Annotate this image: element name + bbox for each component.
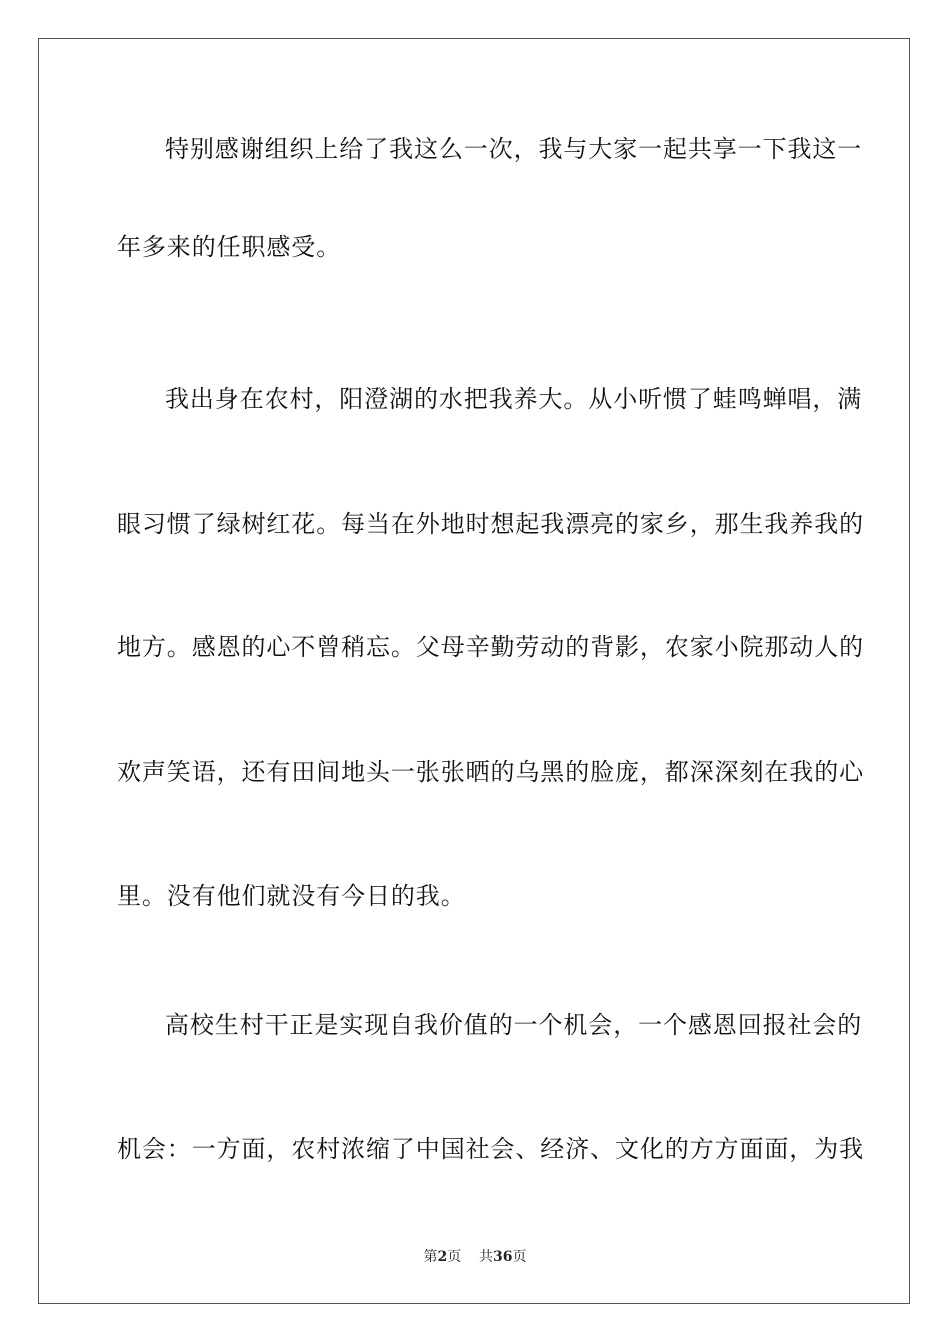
total-pages: 36 <box>493 1249 513 1265</box>
paragraph-2-line-1: 我出身在农村，阳澄湖的水把我养大。从小听惯了蛙鸣蝉唱，满 <box>165 385 863 413</box>
paragraph-3-line-2: 机会：一方面，农村浓缩了中国社会、经济、文化的方方面面，为我 <box>117 1135 864 1163</box>
paragraph-2-line-2: 眼习惯了绿树红花。每当在外地时想起我漂亮的家乡，那生我养我的 <box>117 510 864 538</box>
paragraph-1-line-2: 年多来的任职感受。 <box>117 233 342 261</box>
page-number-prefix: 第 <box>423 1249 438 1265</box>
paragraph-3-line-1: 高校生村干正是实现自我价值的一个机会，一个感恩回报社会的 <box>165 1011 863 1039</box>
paragraph-2-line-5: 里。没有他们就没有今日的我。 <box>117 882 466 910</box>
page-number-suffix: 页 <box>447 1249 462 1265</box>
paragraph-2-line-3: 地方。感恩的心不曾稍忘。父母辛勤劳动的背影，农家小院那动人的 <box>117 633 864 661</box>
page-border <box>38 38 910 1304</box>
paragraph-1-line-1: 特别感谢组织上给了我这么一次，我与大家一起共享一下我这一 <box>165 135 863 163</box>
total-pages-prefix: 共 <box>479 1249 494 1265</box>
total-pages-suffix: 页 <box>512 1249 527 1265</box>
page-footer <box>0 1248 950 1266</box>
paragraph-2-line-4: 欢声笑语，还有田间地头一张张晒的乌黑的脸庞，都深深刻在我的心 <box>117 758 864 786</box>
page-number: 2 <box>437 1249 448 1265</box>
